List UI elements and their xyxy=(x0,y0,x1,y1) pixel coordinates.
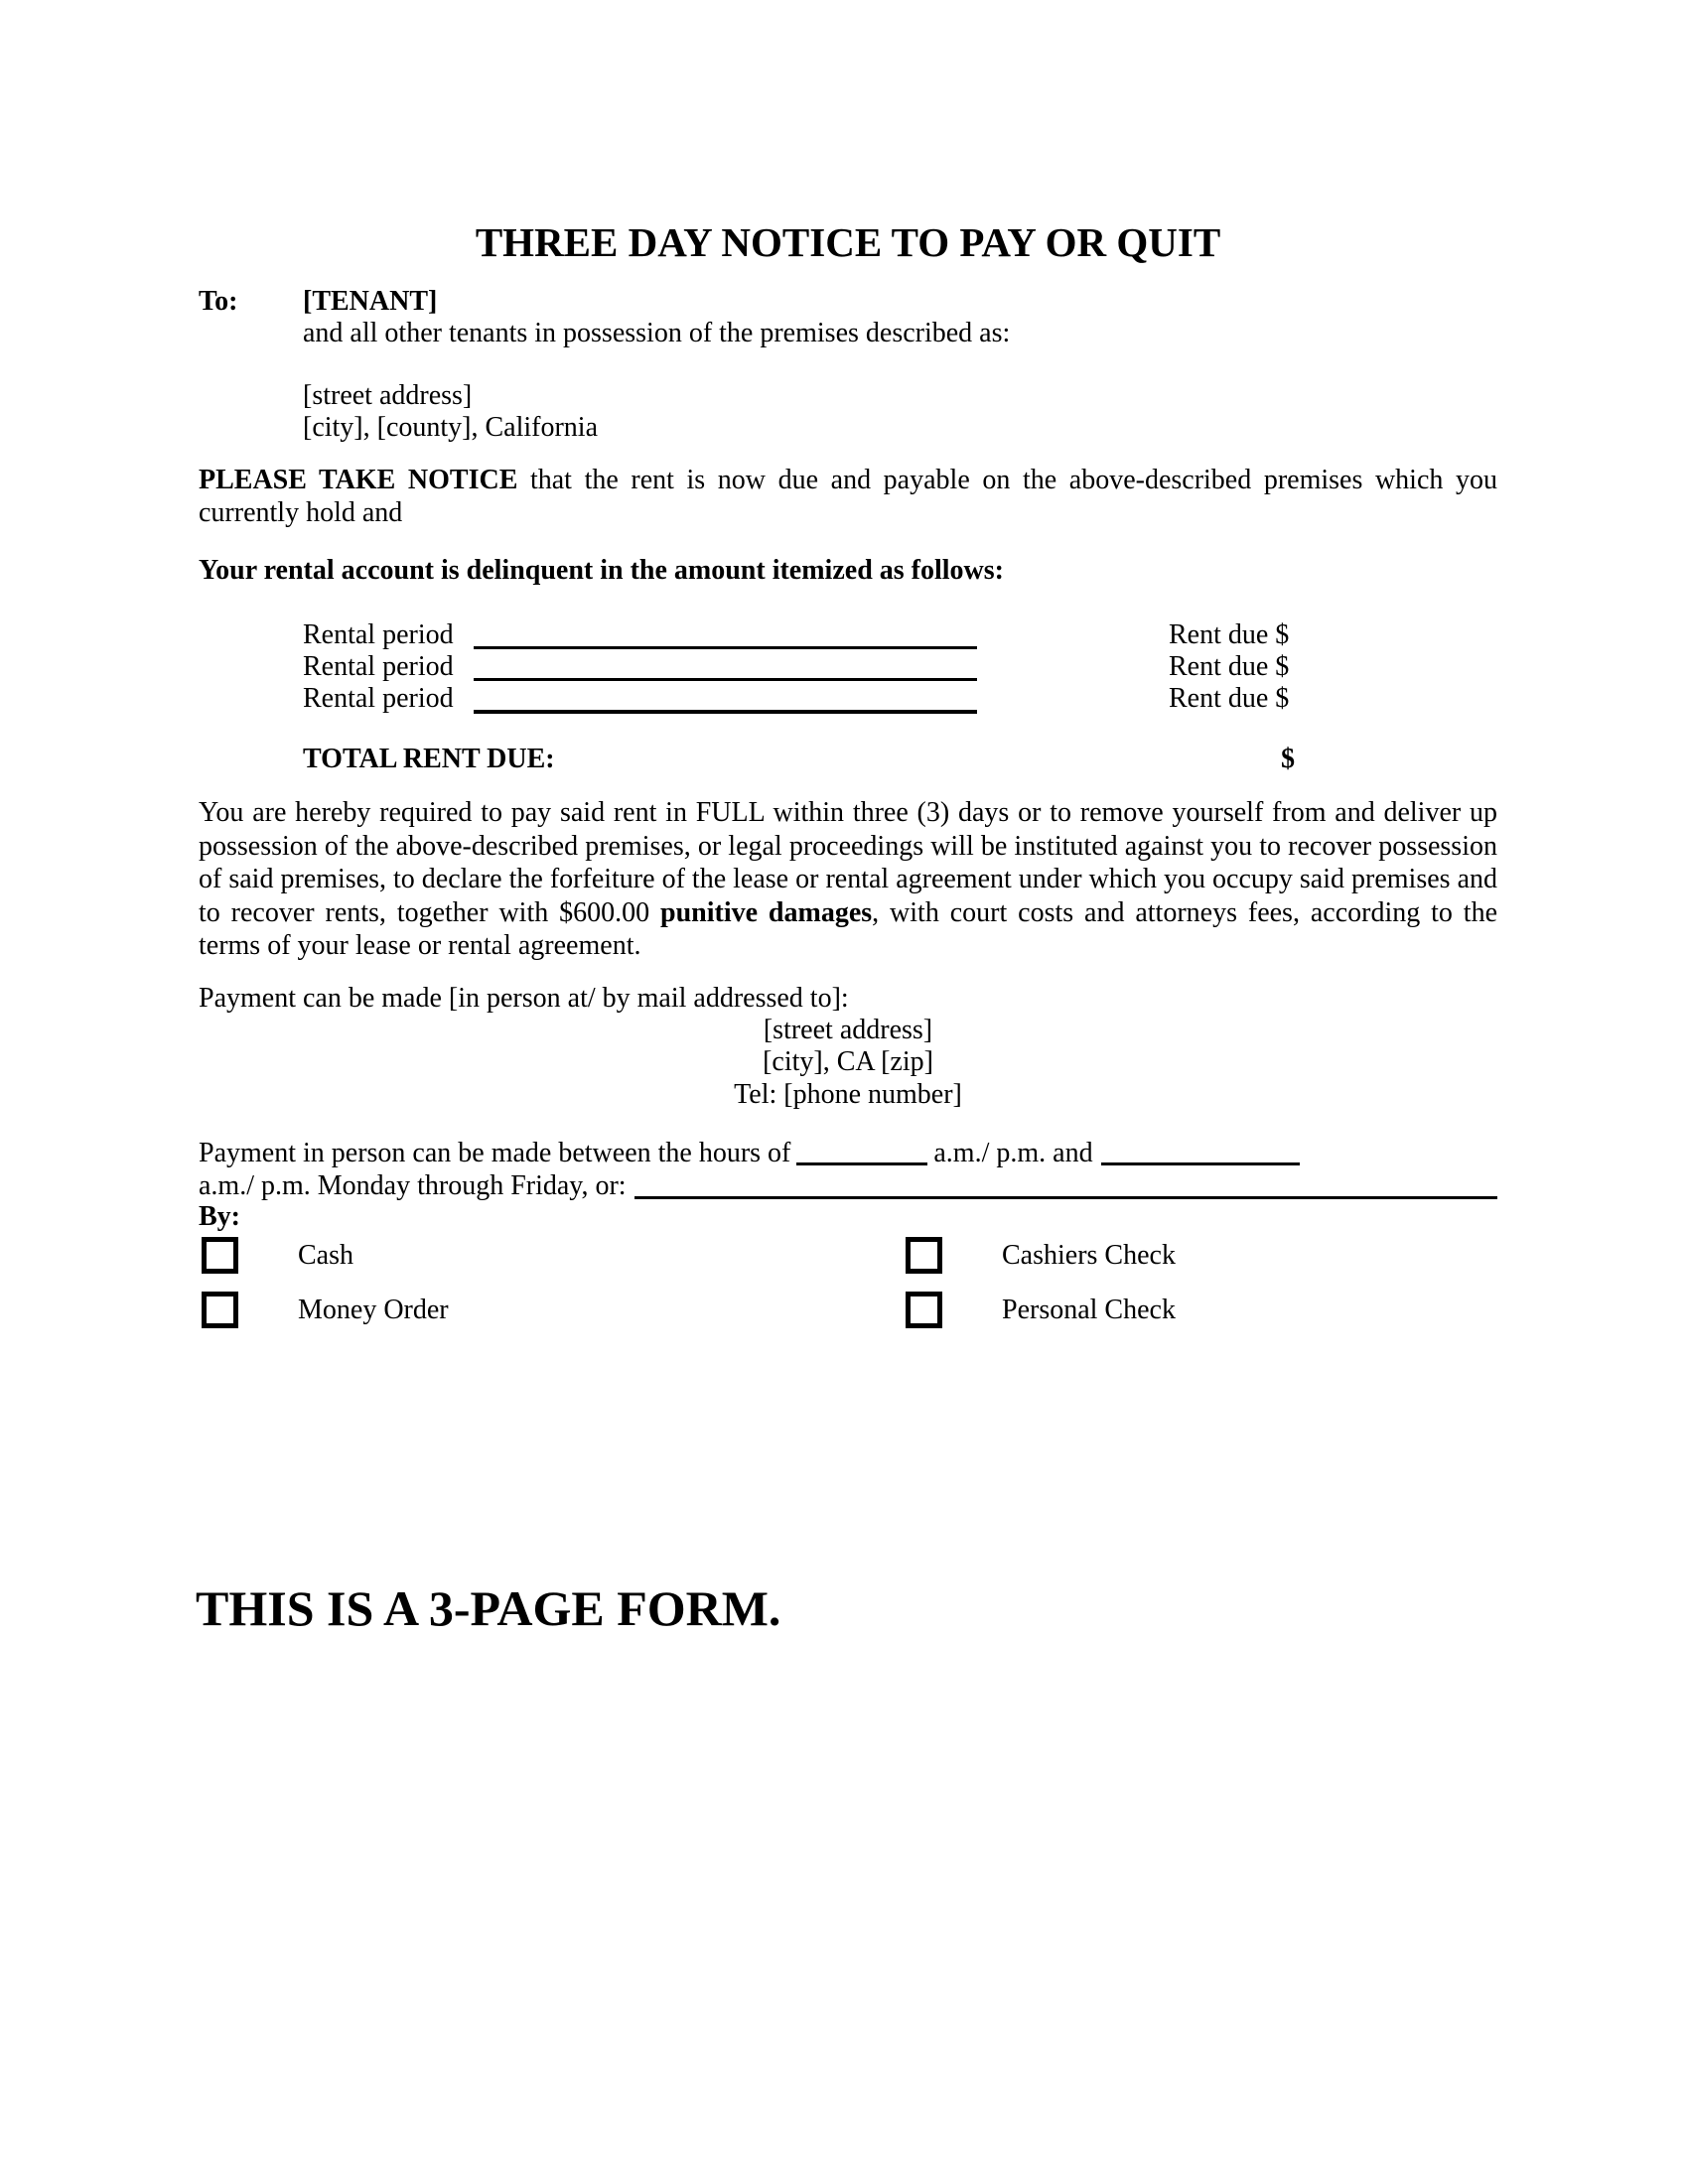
please-take-notice-rest: that the rent is now due and payable on the above-described premises which you currently hold and xyxy=(199,465,1497,528)
demand-text-part1: You are hereby required to pay said rent in FULL within three (3) days or to remove yourself from and deliver up possession of the above-described premises, or legal proceedings will be instituted against you to recover possession of said premises, to declare the forfeiture of the lease or rental agreement under which you occupy said premises and to recover rents, together with $600.00 xyxy=(199,797,1497,928)
hours-text-before: Payment in person can be made between the hours of xyxy=(199,1138,791,1168)
total-rent-due-currency: $ xyxy=(1281,744,1295,774)
rental-period-blank-field[interactable] xyxy=(474,646,977,649)
rental-period-label: Rental period xyxy=(303,619,454,650)
personal-check-checkbox[interactable] xyxy=(906,1292,942,1328)
rental-period-row xyxy=(199,619,1497,651)
payment-street-address: [street address] xyxy=(763,1015,933,1045)
payment-tel-line: Tel: [phone number] xyxy=(734,1079,962,1110)
hours-end-blank-field[interactable] xyxy=(1101,1162,1300,1165)
cashiers-check-label: Cashiers Check xyxy=(1002,1239,1176,1271)
hours-ampm-and: a.m./ p.m. and xyxy=(933,1138,1093,1168)
hours-start-blank-field[interactable] xyxy=(796,1162,927,1165)
hours-line2-text: a.m./ p.m. Monday through Friday, or: xyxy=(199,1170,627,1201)
tenants-possession-line: and all other tenants in possession of the premises described as: xyxy=(303,318,1011,348)
rental-period-blank-field[interactable] xyxy=(474,678,977,681)
personal-check-label: Personal Check xyxy=(1002,1294,1176,1325)
rent-due-label: Rent due $ xyxy=(1169,619,1290,650)
demand-text-part2: , with court costs and attorneys fees, according to the terms of your lease or rental agreement. xyxy=(199,896,1498,961)
payment-method-item xyxy=(906,1237,1176,1274)
hours-other-blank-field[interactable] xyxy=(634,1196,1497,1199)
payment-method-item xyxy=(906,1292,1176,1328)
tenant-placeholder: [TENANT] xyxy=(303,286,438,317)
rent-due-label: Rent due $ xyxy=(1169,651,1290,682)
rental-period-row xyxy=(199,683,1497,715)
money-order-label: Money Order xyxy=(298,1294,449,1325)
please-take-notice-bold: PLEASE TAKE NOTICE xyxy=(199,465,518,495)
cash-checkbox[interactable] xyxy=(202,1237,238,1274)
payment-city-line: [city], CA [zip] xyxy=(763,1046,933,1077)
rental-period-blank-field[interactable] xyxy=(474,710,977,714)
total-rent-due-row xyxy=(199,744,1497,775)
rental-period-label: Rental period xyxy=(303,651,454,682)
by-label: By: xyxy=(199,1201,240,1232)
cash-label: Cash xyxy=(298,1239,353,1271)
three-page-form-heading: THIS IS A 3-PAGE FORM. xyxy=(196,1580,781,1636)
payment-method-item xyxy=(202,1237,353,1274)
premises-city-county-line: [city], [county], California xyxy=(303,412,599,443)
payment-method-item xyxy=(202,1292,449,1328)
rental-period-label: Rental period xyxy=(303,683,454,714)
premises-street-address: [street address] xyxy=(303,380,473,411)
delinquency-heading: Your rental account is delinquent in the amount itemized as follows: xyxy=(199,555,1004,586)
rent-due-label: Rent due $ xyxy=(1169,683,1290,714)
payment-method-intro: Payment can be made [in person at/ by mail addressed to]: xyxy=(199,983,849,1014)
please-take-notice-paragraph xyxy=(199,464,1497,529)
to-label: To: xyxy=(199,286,238,317)
payment-hours-line2 xyxy=(199,1170,1497,1202)
page-title: THREE DAY NOTICE TO PAY OR QUIT xyxy=(475,219,1221,265)
punitive-damages-bold: punitive damages xyxy=(660,896,873,928)
rental-period-row xyxy=(199,651,1497,683)
money-order-checkbox[interactable] xyxy=(202,1292,238,1328)
total-rent-due-label: TOTAL RENT DUE: xyxy=(303,744,555,774)
demand-paragraph xyxy=(199,796,1497,963)
cashiers-check-checkbox[interactable] xyxy=(906,1237,942,1274)
payment-hours-line1 xyxy=(199,1138,1497,1169)
